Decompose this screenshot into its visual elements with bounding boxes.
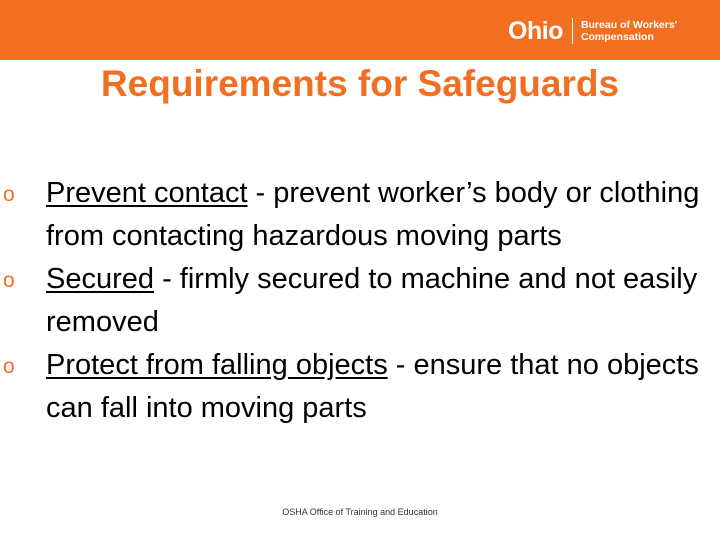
logo-word: Ohio [508, 17, 563, 45]
logo-subtitle-line2: Compensation [580, 31, 654, 43]
bullet-text: - prevent worker’s body or clothing from contacting hazardous moving parts [46, 177, 700, 252]
bullet-marker-icon: o [3, 269, 15, 292]
footer-credit: OSHA Office of Training and Education [282, 507, 438, 517]
bullet-term: Protect from falling objects [46, 349, 388, 381]
logo-subtitle-line1: Bureau of Workers' [580, 19, 678, 31]
bullet-marker-icon: o [3, 355, 15, 378]
logo-divider [572, 18, 573, 44]
bullet-term: Prevent contact [46, 177, 248, 209]
bullet-text: - firmly secured to machine and not easily removed [46, 263, 698, 338]
bullet-text: - ensure that no objects can fall into moving parts [46, 349, 699, 424]
header-bar [0, 0, 720, 60]
bullet-item-protect-falling-objects [0, 344, 720, 430]
bullet-item-secured [0, 258, 720, 344]
bullet-marker-icon: o [3, 183, 15, 206]
bullet-item-prevent-contact [0, 172, 720, 258]
slide-title: Requirements for Safeguards [100, 63, 620, 104]
bullet-list [0, 172, 720, 430]
ohio-bwc-logo [508, 16, 677, 46]
bullet-term: Secured [46, 263, 155, 295]
logo-subtitle [581, 19, 677, 43]
